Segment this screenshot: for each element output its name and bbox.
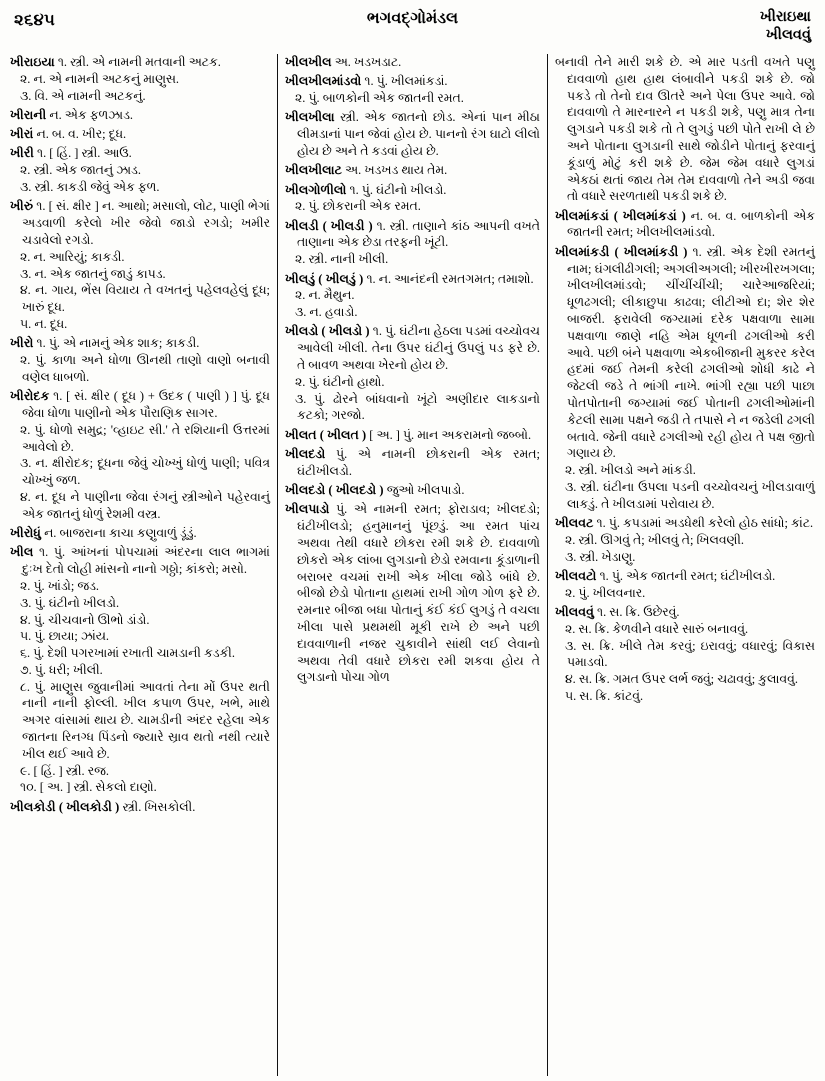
- dictionary-entry: [10, 544, 270, 796]
- entry-sense: [10, 88, 270, 105]
- entry-first-sense: [10, 799, 270, 816]
- dictionary-entry: [10, 145, 270, 195]
- entry-headword: ખીરો: [10, 336, 34, 351]
- dictionary-entry: [285, 109, 540, 159]
- dictionary-entry: [10, 198, 270, 332]
- entry-headword: ખીલત: [284, 427, 317, 442]
- sense-text: ૫. સ. ક્રિ. કાંટવું.: [564, 688, 644, 703]
- entry-headword-variant: ( ખીલડો ): [321, 324, 370, 339]
- entry-sense: [10, 595, 270, 612]
- entry-first-sense: [10, 198, 270, 248]
- sense-text: ન. બાજરાના કાચા કણુવાળું ડૂંડું.: [44, 526, 197, 541]
- guide-word-first: ખીરાઇથા: [759, 9, 811, 25]
- entry-sense: [10, 352, 270, 386]
- dictionary-entry: [10, 525, 270, 542]
- entry-sense: [10, 645, 270, 662]
- dictionary-entry: [285, 501, 540, 686]
- sense-text: જુઓ ખીલપાડો.: [386, 483, 465, 498]
- sense-text: ૧. પું. ખીલમાંકડાં.: [364, 74, 448, 89]
- entry-sense: [10, 455, 270, 489]
- entry-first-sense: [555, 208, 815, 242]
- sense-text: ૩. સ. ક્રિ. ખીલે તેમ કરવું; ઇરાવવું; વધારવું; વિકાસ પમાડવો.: [564, 638, 815, 670]
- entry-headword: ખીલમાંકડી: [554, 244, 610, 259]
- entry-sense: [555, 549, 815, 566]
- page-folio-number: ૨૬૪૫: [14, 10, 56, 29]
- entry-sense: [10, 179, 270, 196]
- entry-headword: ખીરાઇયા: [10, 55, 55, 69]
- sense-text: ૨. સ. ક્રિ. કેળવીને વધારે સારું બનાવવું.: [564, 621, 749, 636]
- entry-headword: ખીરોદક: [10, 389, 50, 404]
- sense-text: ૯. [ હિં. ] સ્ત્રી. રજ.: [20, 763, 109, 778]
- sense-text: ૩. ન. એક જાતનું જાડું કાપડ.: [20, 266, 166, 281]
- sense-text: ન. બ. વ. બાળકોની એક જાતની રમત; ખીલખીલમાંડવો.: [566, 208, 815, 240]
- entry-sense: [10, 578, 270, 595]
- entry-sense: [10, 422, 270, 456]
- sense-text: ૫. ન. દૂધ.: [20, 316, 68, 331]
- entry-headword: ખીલ: [10, 545, 34, 560]
- entry-headword: ખીલમાંકડાં: [554, 208, 609, 223]
- dictionary-entry: [10, 126, 270, 143]
- sense-text: અ. ખડખડાટ.: [334, 55, 402, 69]
- sense-text: ૨. સ્ત્રી. નાની ખીલી.: [294, 252, 389, 267]
- entry-sense: [555, 479, 815, 513]
- sense-text: ૧. સ્ત્રી. તાણાને કાંઠ આપની વખતે તાણાના એક છેડા તરફની ખૂંટી.: [296, 218, 540, 250]
- sense-text: ૧. પું. ઘંટીના હેઠલા પડમાં વચ્ચોવચ આવેલી ખીલી. તેના ઉપર ઘંટીનું ઉપલું પડ ફરે છે. તે બાવળ અથવા ખેરનો હોય છે.: [296, 324, 540, 373]
- entry-first-sense: [285, 73, 540, 90]
- sense-text: ૩. પું. ઘંટીનો ખીલડો.: [20, 595, 120, 610]
- sense-text: ૨. સ્ત્રી. ખીલડો અને માંકડી.: [564, 463, 696, 478]
- sense-text: ૩. વિ. એ નામની અટકનું.: [20, 88, 146, 103]
- entry-first-sense: [555, 568, 815, 585]
- entry-first-sense: [10, 525, 270, 542]
- sense-text: ૧. [ સં. ક્ષીર ( દૂધ ) + ઉદક ( પાણી ) ] પું. દૂધ જેવા ધોળા પાણીનો એક પૌરાણિક સાગર.: [22, 389, 270, 420]
- entry-first-sense: [285, 162, 540, 179]
- text-columns: [6, 54, 819, 1076]
- sense-text: ૨. પું. બાળકોની એક જાતની રમત.: [294, 91, 464, 106]
- entry-first-sense: [285, 446, 540, 480]
- entry-first-sense: [285, 218, 540, 252]
- dictionary-entry: [285, 323, 540, 424]
- entry-first-sense: [555, 54, 815, 205]
- dictionary-entry: [285, 271, 540, 321]
- dictionary-entry: [555, 604, 815, 705]
- sense-text: ૫. પું. છાયા; ઝાંય.: [20, 629, 110, 644]
- dictionary-entry: [555, 515, 815, 565]
- sense-text: ૧. સ. ક્રિ. ઉછેરવું.: [597, 605, 680, 619]
- entry-headword: ખીરોધું: [10, 526, 41, 541]
- entry-sense: [10, 489, 270, 523]
- sense-text: સ્ત્રી. એક જાતનો છોડ. એનાં પાન મીઠા લીમડાનાં પાન જેવાં હોય છે. પાનનો રંગ ઘાટો લીલો હોય છે અને તે કડવાં હોય છે.: [296, 110, 540, 158]
- entry-headword-variant: ( ખીલત ): [319, 427, 367, 442]
- entry-first-sense: [555, 604, 815, 621]
- entry-sense: [555, 585, 815, 602]
- entry-first-sense: [285, 501, 540, 686]
- dictionary-entry: [555, 568, 815, 602]
- sense-text: ૨. સ્ત્રી. એક જાતનું ઝાડ.: [20, 163, 141, 178]
- sense-text: ૧. પું. આંખનાં પોપચામાં અંદરના લાલ ભાગમાં દુઃખ દેતો લોહી માંસનો નાનો ગઠ્ઠો; કાંકરો; મસો.: [22, 545, 270, 577]
- entry-sense: [555, 671, 815, 688]
- sense-text: ૮. પું. માણુસ જુવાનીમાં આવતાં તેના મોં ઉપર થતી નાની નાની ફોલ્લી. ખીલ કપાળ ઉપર, ખભે, માથે અગર વાંસામાં થાય છે. ચામડીની અંદર રહેલા એક જાતના રિનગ્ધ પિંડનો જ્યારે સ્રાવ થતો નથી ત્યારે ખીલ થઈ આવે છે.: [20, 679, 270, 761]
- guide-words: [760, 8, 811, 44]
- entry-sense: [285, 374, 540, 391]
- sense-text: ૨. ન. મૈથુન.: [294, 288, 355, 303]
- sense-text: ૪. ન. ગાય, ભેંસ વિયાય તે વખતનું પહેલવહેલું દૂધ; ખારું દૂધ.: [20, 283, 270, 315]
- entry-sense: [10, 316, 270, 333]
- dictionary-entry: [555, 244, 815, 513]
- entry-first-sense: [10, 335, 270, 352]
- dictionary-entry: [285, 54, 540, 71]
- dictionary-entry: [10, 107, 270, 124]
- entry-sense: [285, 198, 540, 215]
- sense-text: ૧. પું. એ નામનું એક શાક; કાકડી.: [36, 336, 200, 351]
- text-column-2: [277, 54, 548, 1076]
- sense-text: ૨. પું. ખીલવનાર.: [564, 585, 646, 600]
- sense-text: ૨. પું. ઘંટીનો હાથો.: [294, 374, 385, 389]
- dictionary-entry: [10, 54, 270, 104]
- entry-headword: ખીરું: [10, 199, 34, 214]
- entry-headword: ખીલગોળીલો: [284, 182, 347, 197]
- entry-headword: ખીરાં: [10, 127, 34, 142]
- entry-sense: [285, 391, 540, 425]
- entry-first-sense: [10, 544, 270, 578]
- entry-first-sense: [285, 182, 540, 199]
- sense-text: ૩. સ્ત્રી. કાકડી જેવું એક ફળ.: [20, 180, 160, 195]
- entry-first-sense: [285, 271, 540, 288]
- entry-headword: ખીલકોડી: [10, 799, 56, 814]
- sense-text: પું. એ નામની છોકરાની એક રમત; ઘંટીખીલડો.: [296, 447, 540, 478]
- entry-sense: [10, 162, 270, 179]
- sense-text: પું. એ નામની રમત; ફોરાડાવ; ખીલદડો; ઘંટીખીલડો; હનુમાનનું પૂંછડું. આ રમત પાંચ અથવા તેથી વધારે છોકરા રમી શકે છે. દાવવાળો છોકરો એક લાંબા લુગડાનો છેડો રમવાના કૂંડાળાની બરાબર વચમાં રાખી એક ખીલા જોડે બાંધે છે. બીજો છેડો પોતાના હાથમાં રાખી ગોળ ગોળ ફરે છે. રમનાર બીજા બધા પોતાનું કંઈ કંઈ લુગડું તે વચલા ખીલા પાસે પ્રથમથી મૂકી રાખે છે અને પછી દાવવાળાની નજર ચુકાવીને સાંથી લઈ લેવાનો અથવા તેવી વધારે છોકરા રમી શકવા હોય તે લુગડાનો પોચા ગોળ: [296, 502, 540, 685]
- book-title: ભગવદ્ગોમંડલ: [366, 10, 459, 27]
- dictionary-entry: [555, 54, 815, 205]
- entry-headword-variant: ( ખીલદડો ): [328, 483, 384, 498]
- entry-first-sense: [10, 107, 270, 124]
- entry-sense: [10, 282, 270, 316]
- sense-text: ૨. ન. એ નામની અટકનું માણુસ.: [20, 71, 180, 86]
- sense-text: ૧૦. [ અ. ] સ્ત્રી. સેકલો દાણો.: [20, 780, 157, 795]
- entry-first-sense: [285, 427, 540, 444]
- entry-headword: ખીલડો: [284, 324, 319, 339]
- sense-text: ૨. સ્ત્રી. ઊગવું તે; ખીલવું તે; ખિલવણી.: [564, 532, 744, 547]
- sense-text: ન. એક ફળઝાડ.: [49, 107, 133, 122]
- entry-sense: [10, 662, 270, 679]
- sense-text: ૧. ન. આનંદની રમતગમત; તમાશો.: [366, 271, 534, 286]
- entry-headword: ખીલખીલમાંડવો: [284, 74, 362, 89]
- dictionary-entry: [555, 208, 815, 242]
- entry-first-sense: [10, 126, 270, 143]
- entry-sense: [285, 304, 540, 321]
- entry-headword: ખીલડું: [284, 271, 316, 286]
- entry-sense: [285, 251, 540, 268]
- text-column-3: [548, 54, 819, 1076]
- entry-headword: ખીલદડો: [284, 447, 326, 462]
- entry-sense: [10, 679, 270, 763]
- dictionary-entry: [285, 446, 540, 480]
- sense-text: ૪. પું. ચીચવાનો ઊભો ડાંડો.: [20, 612, 150, 627]
- entry-sense: [10, 249, 270, 266]
- dictionary-entry: [285, 427, 540, 444]
- sense-text: ૩. ન. ક્ષીરોદક; દૂધના જેવું ચોખ્ખું ધોળું પાણી; પવિત્ર ચોખ્ખું જળ.: [20, 456, 270, 488]
- entry-sense: [285, 90, 540, 107]
- entry-sense: [10, 628, 270, 645]
- entry-headword-variant: ( ખીલકોડી ): [58, 799, 120, 814]
- sense-text: અ. ખડખડ થાય તેમ.: [345, 163, 448, 178]
- entry-headword: ખીલખીલા: [284, 110, 335, 125]
- dictionary-entry: [285, 482, 540, 499]
- sense-text: ૧. પું. ઘંટીનો ખીલડો.: [349, 182, 447, 197]
- dictionary-entry: [285, 218, 540, 268]
- sense-text: [ અ. ] પું. માન અકરામનો જબ્બો.: [369, 427, 532, 442]
- entry-sense: [555, 638, 815, 672]
- sense-text: ન. બ. વ. ખીર; દૂધ.: [36, 127, 127, 142]
- sense-text: ૩. સ્ત્રી. ખેડાણુ.: [564, 549, 636, 564]
- entry-sense: [555, 688, 815, 705]
- entry-headword: ખીલપાડો: [284, 502, 330, 517]
- entry-first-sense: [285, 109, 540, 159]
- sense-text: ૧. પું. એક જાતની રમત; ઘંટીખીલડો.: [599, 568, 776, 583]
- entry-sense: [555, 532, 815, 549]
- entry-first-sense: [10, 145, 270, 162]
- entry-sense: [10, 266, 270, 283]
- entry-sense: [10, 612, 270, 629]
- sense-text: ૩. ન. હવાડો.: [294, 305, 358, 320]
- entry-first-sense: [10, 388, 270, 422]
- guide-word-last: ખીલવવું: [765, 27, 811, 44]
- entry-sense: [10, 71, 270, 88]
- sense-text: ૪. સ. ક્રિ. ગમત ઉપર લર્ભ જવું; ચઢાવવું; કુલાવવું.: [564, 672, 798, 687]
- entry-headword: ખીલવટો: [554, 568, 597, 583]
- running-head: [6, 6, 819, 54]
- dictionary-entry: [10, 335, 270, 385]
- entry-first-sense: [285, 323, 540, 373]
- entry-headword: ખીલદડો: [284, 483, 326, 498]
- sense-text: ૨. પું. ખાંડો; જડ.: [20, 578, 99, 593]
- entry-headword-variant: ( ખીલમાંકડાં ): [613, 208, 686, 223]
- dictionary-entry: [10, 799, 270, 816]
- sense-text: સ્ત્રી. ખિસકોલી.: [122, 799, 196, 814]
- entry-sense: [285, 287, 540, 304]
- entry-headword: ખીલવટ: [554, 516, 594, 531]
- sense-text: ૩. સ્ત્રી. ઘંટીના ઉપલા પડની વચ્ચોવચનું ખીલડાવાળું લાકડું. તે ખીલડામાં પરોવાય છે.: [564, 479, 815, 511]
- dictionary-entry: [10, 388, 270, 522]
- entry-headword: ખીલડી: [284, 218, 319, 233]
- sense-text: ૬. પું. દેશી પગરખામાં રખાતી ચામડાની કડકી.: [20, 646, 235, 661]
- sense-text: બનાવી તેને મારી શકે છે. એ માર પડતી વખતે પણુ દાવવાળો હાથ હાથ લંબાવીને પકડી શકે છે. જો પકડે તો તેનો દાવ ઊતરે અને પેલા ઉપર આવે. જો દાવવાળો તે મારનારને ન પકડી શકે, પણુ માત્ર તેના લુગડાને પકડી શકે તો તે લુગડું પછી પોતે રાખી લે છે અને પોતાના લુગડાની સાથે જોડીને પોતાનું ફરવાનું કૂંડાળું મોટું કરી શકે છે. જેમ જેમ વધારે લુગડાં એકઠાં થતાં જાય તેમ તેમ દાવવાળો તેને અડી જવા તો વધારે સરળતાથી પકડી શકે છે.: [554, 55, 815, 204]
- sense-text: ૨. પું. ધોળો સમુદ્ર; 'વ્હાઇટ સી.' તે રશિયાની ઉત્તરમાં આવેલો છે.: [20, 422, 270, 454]
- entry-sense: [555, 462, 815, 479]
- entry-sense: [10, 779, 270, 796]
- entry-headword: ખીરાની: [10, 107, 47, 122]
- entry-headword-variant: ( ખીલડી ): [322, 218, 373, 233]
- entry-headword-variant: ( ખીલડું ): [318, 271, 364, 286]
- sense-text: ૧. સ્ત્રી. એ નામની મતવાની અટક.: [57, 55, 221, 69]
- entry-first-sense: [10, 54, 270, 71]
- entry-headword: ખીલવવું: [554, 605, 594, 619]
- sense-text: ૧. પું. કપડામાં અડધેથી કરેલો હોઠ સાંધો; કાંટ.: [596, 516, 814, 531]
- sense-text: ૨. ન. આરિયું; કાકડી.: [20, 249, 125, 264]
- entry-first-sense: [555, 244, 815, 462]
- dictionary-entry: [285, 73, 540, 107]
- sense-text: ૧. સ્ત્રી. એક દેશી રમતનું નામ; ઘંગલીઢીગલી; અગલીઅગલી; ખીરખીરખગલા; ખીલખીલમાંડવો; ચીંચીંચીંચી; ચારેઆજરિયાં; ધૂળઢગલી; લીકાછુપા કાઢવા; લીટીઓ દા; શેર શેર બાજરી. ફરાવેલી જગ્યામાં દરેક પક્ષવાળા સામા પક્ષવાળા જાણે નહિ એમ ધૂળની ઢગલીઓ કરી આવે. પછી બંને પક્ષવાળા એકબીજાની મુકરર કરેલ હદમાં જઈ તેમની કરેલી ઢગલીઓ શોધી કાઢે ને જેટલી જડે તે ભાંગી નાખે. ભાંગી રહ્યા પછી પાછા પોતપોતાની જગ્યામાં જઈ પોતાની ઢગલીઓમાંની કેટલી સામા પક્ષને જડી તે તપાસે ને ન જડેલી ઢગલી બતાવે. જેની વધારે ઢગલીઓ રહી હોય તે પક્ષ જીતો ગણાય છે.: [566, 244, 815, 461]
- text-column-1: [6, 54, 277, 1076]
- entry-headword: ખીલખીલાટ: [284, 163, 342, 178]
- entry-headword: ખીલખીલ: [284, 55, 332, 69]
- sense-text: ૨. પું. કાળા અને ધોળા ઊનથી તાણો વાણો બનાવી વણેલ ધાબળો.: [20, 353, 270, 384]
- dictionary-entry: [285, 182, 540, 216]
- entry-first-sense: [555, 515, 815, 532]
- sense-text: ૩. પું. ઢોરને બાંધવાનો ખૂંટો અણીદાર લાકડાનો કટકો; ગરજો.: [294, 391, 540, 423]
- entry-headword: ખીરી: [10, 146, 34, 161]
- sense-text: ૧. [ સં. ક્ષીર ] ન. આથો; મસાલો, લોટ, પાણી ભેગાં અડવાળી કરેલો ખીર જેવો જાડો રગડો; ખમીર ચડાવેલો રગડો.: [22, 199, 270, 247]
- sense-text: ૭. પું. ધરી; ખીલી.: [20, 662, 103, 677]
- dictionary-entry: [285, 162, 540, 179]
- entry-sense: [10, 763, 270, 780]
- entry-sense: [555, 621, 815, 638]
- sense-text: ૧. [ હિં. ] સ્ત્રી. આઉ.: [37, 146, 132, 161]
- entry-first-sense: [285, 482, 540, 499]
- entry-first-sense: [285, 54, 540, 71]
- sense-text: ૪. ન. દૂધ ને પાણીના જેવા રંગનું સ્ત્રીઓને પહેરવાનું એક જાતનું ધોળું રેશમી વસ્ત્ર.: [20, 489, 270, 521]
- sense-text: ૨. પું. છોકરાની એક રમત.: [294, 199, 421, 214]
- entry-headword-variant: ( ખીલમાંકડી ): [614, 244, 688, 259]
